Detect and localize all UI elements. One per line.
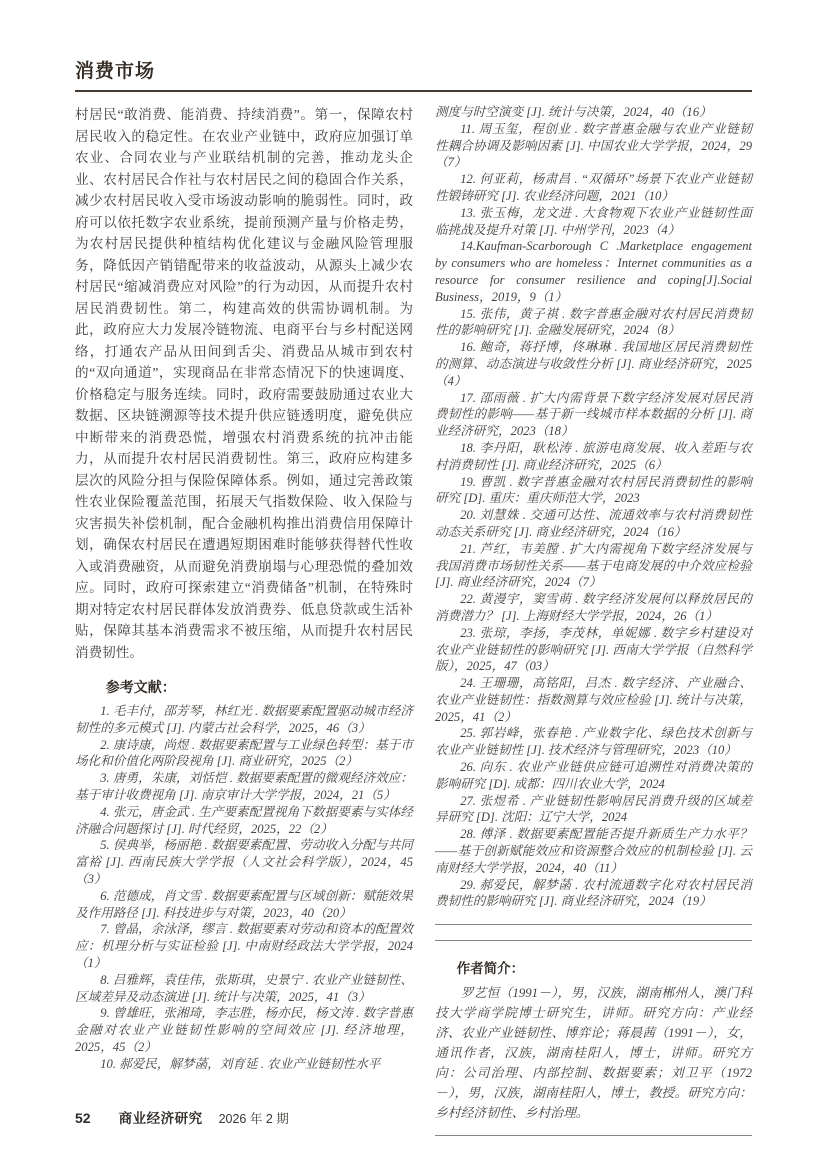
reference-item: 18. 李丹阳，耿松涛 . 旅游电商发展、收入差距与农村消费韧性 [J]. 商业经济研究，2025（6） xyxy=(435,440,752,472)
reference-item: 23. 张琼，李扬，李茂林，单妮娜 . 数字乡村建设对农业产业链韧性的影响研究 [J]. 西南大学学报（自然科学版），2025，47（03） xyxy=(435,625,752,674)
reference-item: 22. 黄漫宇，窦雪萌 . 数字经济发展何以释放居民的消费潜力？ [J]. 上海财经大学学报，2024，26（1） xyxy=(435,592,752,623)
author-bio-text: 罗艺恒（1991－），男，汉族，湖南郴州人，澳门科技大学商学院博士研究生，讲师。研究方向：产业经济、农业产业链韧性、博弈论；蒋晨茜（1991－），女，通讯作者，汉族，湖南桂阳人，博士，讲师。研究方向：公司治理、内部控制、数据要素；刘卫平（1972－），男，汉族，湖南桂阳人，博士，教授。研究方向：乡村经济韧性、乡村治理。 xyxy=(435,986,752,1121)
journal-name: 商业经济研究 xyxy=(118,1111,203,1126)
references-list-left xyxy=(75,703,413,1073)
reference-item: 26. 向东 . 农业产业链供应链可追溯性对消费决策的影响研究 [D]. 成都：四川农业大学，2024 xyxy=(435,760,752,791)
right-column xyxy=(435,104,752,1136)
reference-item: 24. 王珊珊，高铭阳，吕杰 . 数字经济、产业融合、农业产业链韧性：指数测算与效应检验 [J]. 统计与决策，2025，41（2） xyxy=(435,676,752,724)
reference-item: 9. 曾雄旺，张湘琦，李志胜，杨亦民，杨文涛 . 数字普惠金融对农业产业链韧性影响的空间效应 [J]. 经济地理，2025，45（2） xyxy=(75,1006,413,1054)
reference-item: 6. 范德成，肖文雪 . 数据要素配置与区域创新：赋能效果及作用路径 [J]. 科技进步与对策，2023，40（20） xyxy=(75,888,413,920)
header-rule xyxy=(75,90,752,92)
two-column-layout xyxy=(75,104,752,1136)
reference-item: 21. 芦红，韦美膛 . 扩大内需视角下数字经济发展与我国消费市场韧性关系——基于电商发展的中介效应检验 [J]. 商业经济研究，2024（7） xyxy=(435,541,752,590)
reference-item: 4. 张元，唐金武 . 生产要素配置视角下数据要素与实体经济融合问题探讨 [J]. 时代经贸，2025，22（2） xyxy=(75,804,413,836)
page-footer xyxy=(75,1107,289,1127)
author-section-bottom-rule xyxy=(435,1135,752,1136)
reference-item: 14.Kaufman-Scarborough C .Marketplace engagement by consumers who are homeless：Internet communities as a resource for consumer resilience and coping[J].Social Business，2019，9（1） xyxy=(435,239,752,304)
reference-item: 12. 何亚莉，杨肃昌 . “双循环”场景下农业产业链韧性锻铸研究 [J]. 农业经济问题，2021（10） xyxy=(435,172,752,203)
reference-item: 27. 张煜希 . 产业链韧性影响居民消费升级的区域差异研究 [D]. 沈阳：辽宁大学，2024 xyxy=(435,793,752,825)
reference-item: 20. 刘慧姝 . 交通可达性、流通效率与农村消费韧性动态关系研究 [J]. 商业经济研究，2024（16） xyxy=(435,508,752,539)
reference-item: 28. 傅泽 . 数据要素配置能否提升新质生产力水平？——基于创新赋能效应和资源整合效应的机制检验 [J]. 云南财经大学学报，2024，40（11） xyxy=(435,827,752,875)
reference-item: 10. 郝爱民，解梦菡，刘育延 . 农业产业链韧性水平 xyxy=(100,1056,381,1071)
body-paragraph: 村居民“敢消费、能消费、持续消费”。第一，保障农村居民收入的稳定性。在农业产业链中，政府应加强订单农业、合同农业与产业联结机制的完善，推动龙头企业、农村居民合作社与农村居民之间的稳固合作关系，减少农村居民收入受市场波动影响的脆弱性。同时，政府可以依托数字农业系统，提前预测产量与价格走势，为农村居民提供种植结构优化建议与金融风险管理服务，降低因产销错配带来的收益波动，从源头上减少农村居民“缩减消费应对风险”的行为动因，从而提升农村居民消费韧性。第二，构建高效的供需协调机制。为此，政府应大力发展冷链物流、电商平台与乡村配送网络，打通农产品从田间到舌尖、消费品从城市到农村的“双向通道”，实现商品在非常态情况下的快速调度、价格稳定与服务连续。同时，政府需要鼓励通过农业大数据、区块链溯源等技术提升供应链透明度，避免供应中断带来的消费恐慌，增强农村消费系统的抗冲击能力，从而提升农村居民消费韧性。第三，政府应构建多层次的风险分担与保险保障体系。例如，通过完善政策性农业保险覆盖范围，拓展天气指数保险、收入保险与灾害损失补偿机制，配合金融机构推出消费信用保障计划，确保农村居民在遭遇短期困难时能够获得替代性收入或消费融资，从而避免消费崩塌与心理恐慌的叠加效应。同时，政府可探索建立“消费储备”机制，在特殊时期对特定农村居民群体发放消费券、低息贷款或生活补贴，保障其基本消费需求不被压缩，从而提升农村居民消费韧性。 xyxy=(75,107,413,660)
reference-item: 16. 鲍奇，蒋抒博，佟琳琳 . 我国地区居民消费韧性的测算、动态演进与收敛性分析 [J]. 商业经济研究，2025（4） xyxy=(435,340,752,388)
issue-label: 2026 年 2 期 xyxy=(218,1112,289,1126)
left-column xyxy=(75,104,413,1136)
section-header-bar xyxy=(75,56,752,92)
section-title: 消费市场 xyxy=(75,61,156,82)
reference-item: 3. 唐勇，朱康，刘恬恺 . 数据要素配置的微观经济效应：基于审计收费视角 [J]. 南京审计大学学报，2024，21（5） xyxy=(75,771,413,802)
reference-item: 11. 周玉玺，程创业 . 数字普惠金融与农业产业链韧性耦合协调及影响因素 [J]. 中国农业大学学报，2024，29（7） xyxy=(435,121,752,170)
reference-item: 5. 侯典举，杨丽艳 . 数据要素配置、劳动收入分配与共同富裕 [J]. 西南民族大学学报（人文社会科学版），2024，45（3） xyxy=(75,838,413,886)
author-bio-heading: 作者简介： xyxy=(456,961,525,977)
reference-item: 17. 邵雨薇 . 扩大内需背景下数字经济发展对居民消费韧性的影响——基于新一线城市样本数据的分析 [J]. 商业经济研究，2023（18） xyxy=(435,390,752,439)
reference-item: 25. 郭岩峰，张春艳 . 产业数字化、绿色技术创新与农业产业链韧性 [J]. 技术经济与管理研究，2023（10） xyxy=(435,726,752,758)
author-section-divider xyxy=(435,924,752,941)
reference-continuation: 测度与时空演变 [J]. 统计与决策，2024，40（16） xyxy=(435,105,712,119)
reference-item: 8. 吕雅辉，袁佳伟，张斯琪，史景宁 . 农业产业链韧性、区域差异及动态演进 [J]. 统计与决策，2025，41（3） xyxy=(75,972,413,1004)
reference-item: 19. 曹凯 . 数字普惠金融对农村居民消费韧性的影响研究 [D]. 重庆：重庆师范大学，2023 xyxy=(435,474,752,506)
references-heading: 参考文献： xyxy=(105,679,176,695)
reference-item: 29. 郝爱民，解梦菡 . 农村流通数字化对农村居民消费韧性的影响研究 [J]. 商业经济研究，2024（19） xyxy=(435,877,752,909)
reference-item: 2. 康诗康，尚煜 . 数据要素配置与工业绿色转型：基于市场化和价值化两阶段视角 [J]. 商业研究，2025（2） xyxy=(75,737,413,769)
page-number: 52 xyxy=(75,1110,91,1126)
reference-item: 7. 曾晶，余泳泽，缪言 . 数据要素对劳动和资本的配置效应：机理分析与实证检验 [J]. 中南财经政法大学学报，2024（1） xyxy=(75,922,413,970)
reference-item: 1. 毛丰付，邵芳琴，林红光 . 数据要素配置驱动城市经济韧性的多元模式 [J]. 内蒙古社会科学，2025，46（3） xyxy=(75,704,413,735)
reference-item: 15. 张伟，黄子祺 . 数字普惠金融对农村居民消费韧性的影响研究 [J]. 金融发展研究，2024（8） xyxy=(435,306,752,338)
author-bio-section xyxy=(435,957,752,1123)
references-list-right xyxy=(435,121,752,910)
reference-item: 13. 张玉梅，龙文进 . 大食物观下农业产业链韧性面临挑战及提升对策 [J]. 中州学刊，2023（4） xyxy=(435,205,752,237)
